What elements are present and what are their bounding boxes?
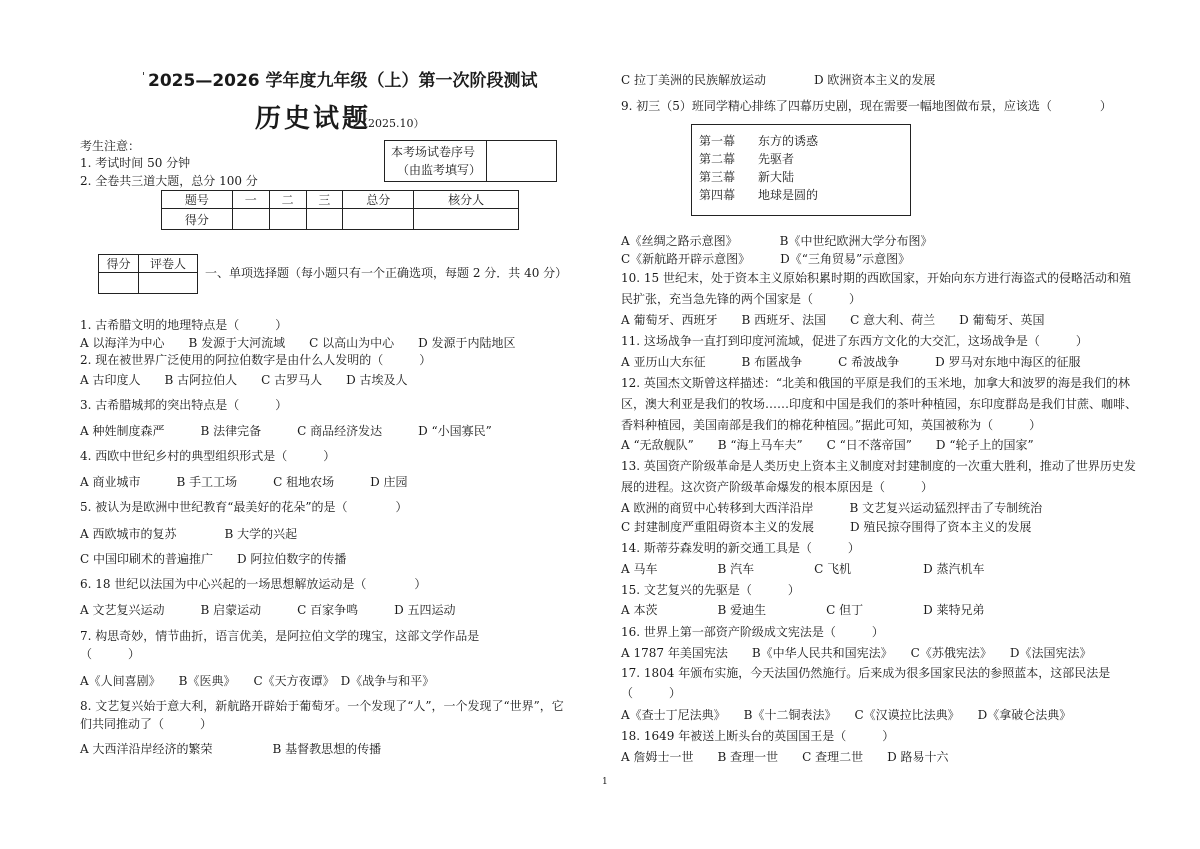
question-line: A 1787 年美国宪法 B《中华人民共和国宪法》 C《苏俄宪法》 D《法国宪法》 xyxy=(621,646,1092,660)
exam-title: 2025—2026 学年度九年级（上）第一次阶段测试 xyxy=(148,71,538,91)
question-line: 9. 初三（5）班同学精心排练了四幕历史剧，现在需要一幅地图做布景，应该选（ ） xyxy=(621,99,1112,113)
grader-cell xyxy=(99,273,139,294)
question-line: 14. 斯蒂芬森发明的新交通工具是（ ） xyxy=(621,541,860,555)
question-line: A 大西洋沿岸经济的繁荣 B 基督教思想的传播 xyxy=(80,742,382,756)
score-header: 总分 xyxy=(343,191,414,209)
question-line: A 本茨 B 爱迪生 C 但丁 D 莱特兄弟 xyxy=(621,603,985,617)
score-cell xyxy=(232,209,269,230)
question-line: 3. 古希腊城邦的突出特点是（ ） xyxy=(80,398,288,412)
stray-mark: ' xyxy=(142,70,146,83)
notice-heading: 考生注意： xyxy=(80,139,141,153)
question-line: 6. 18 世纪以法国为中心兴起的一场思想解放运动是（ ） xyxy=(80,577,427,591)
question-line: 10. 15 世纪末，处于资本主义原始积累时期的西欧国家，开始向东方进行海盗式的侵略活动和殖 xyxy=(621,271,1131,285)
question-line: C 拉丁美洲的民族解放运动 D 欧洲资本主义的发展 xyxy=(621,73,936,87)
score-header: 三 xyxy=(306,191,343,209)
score-cell xyxy=(269,209,306,230)
question-line: 13. 英国资产阶级革命是人类历史上资本主义制度对封建制度的一次重大胜利，推动了世界历史发 xyxy=(621,459,1136,473)
question-line: 民扩张，充当急先锋的两个国家是（ ） xyxy=(621,292,862,306)
seat-box-label: 本考场试卷序号 xyxy=(391,145,476,159)
act-label: 第二幕 xyxy=(699,152,736,166)
act-name: 东方的诱惑 xyxy=(758,134,819,148)
question-line: A 种姓制度森严 B 法律完备 C 商品经济发达 D “小国寡民” xyxy=(80,424,492,438)
score-row-label: 得分 xyxy=(162,209,233,230)
question-line: 7. 构思奇妙，情节曲折，语言优美，是阿拉伯文学的瑰宝，这部文学作品是 xyxy=(80,629,480,643)
question-line: 16. 世界上第一部资产阶级成文宪法是（ ） xyxy=(621,625,884,639)
question-line: 15. 文艺复兴的先驱是（ ） xyxy=(621,583,800,597)
notice-item: 1. 考试时间 50 分钟 xyxy=(80,156,191,170)
act-label: 第四幕 xyxy=(699,188,736,202)
grader-label: 评卷人 xyxy=(138,255,197,273)
grader-score-label: 得分 xyxy=(99,255,139,273)
question-line: 8. 文艺复兴始于意大利，新航路开辟始于葡萄牙。一个发现了“人”，一个发现了“世界”，它 xyxy=(80,699,564,713)
question-line: （ ） xyxy=(80,647,141,661)
question-line: 香料种植园，美国南部是我们的棉花种植园。”据此可知，英国被称为（ ） xyxy=(621,418,1042,432)
question-line: A 欧洲的商贸中心转移到大西洋沿岸 B 文艺复兴运动猛烈抨击了专制统治 xyxy=(621,501,1043,515)
question-line: 2. 现在被世界广泛使用的阿拉伯数字是由什么人发明的（ ） xyxy=(80,353,432,367)
act-label: 第一幕 xyxy=(699,134,736,148)
question-line: 4. 西欧中世纪乡村的典型组织形式是（ ） xyxy=(80,449,336,463)
question-line: 11. 这场战争一直打到印度河流域，促进了东西方文化的大交汇，这场战争是（ ） xyxy=(621,334,1088,348)
seat-number-box xyxy=(384,140,557,182)
question-line: A《查士丁尼法典》 B《十二铜表法》 C《汉谟拉比法典》 D《拿破仑法典》 xyxy=(621,708,1072,722)
act-name: 新大陆 xyxy=(758,170,795,184)
exam-subtitle: 历史试题 xyxy=(255,104,372,134)
score-header: 核分人 xyxy=(414,191,519,209)
question-line: 12. 英国杰文斯曾这样描述：“北美和俄国的平原是我们的玉米地，加拿大和波罗的海是我们的林 xyxy=(621,376,1131,390)
seat-box-note: （由监考填写） xyxy=(397,163,482,177)
notice-item: 2. 全卷共三道大题，总分 100 分 xyxy=(80,174,258,188)
question-line: 区，澳大利亚是我们的牧场……印度和中国是我们的茶叶种植园，东印度群岛是我们甘蔗、咖啡、 xyxy=(621,397,1138,411)
question-line: C 封建制度严重阻碍资本主义的发展 D 殖民掠夺围得了资本主义的发展 xyxy=(621,520,1032,534)
score-table xyxy=(161,190,519,230)
question-line: C《新航路开辟示意图》 D《“三角贸易”示意图》 xyxy=(621,252,911,266)
question-line: A 马车 B 汽车 C 飞机 D 蒸汽机车 xyxy=(621,562,985,576)
question-line: A 商业城市 B 手工工场 C 租地农场 D 庄园 xyxy=(80,475,408,489)
act-name: 地球是圆的 xyxy=(758,188,819,202)
score-cell xyxy=(414,209,519,230)
question-line: A 亚历山大东征 B 布匿战争 C 希波战争 D 罗马对东地中海区的征服 xyxy=(621,355,1081,369)
question-line: A《丝绸之路示意图》 B《中世纪欧洲大学分布图》 xyxy=(621,234,933,248)
grader-cell xyxy=(138,273,197,294)
question-line: A 以海洋为中心 B 发源于大河流域 C 以高山为中心 D 发源于内陆地区 xyxy=(80,336,516,350)
score-header: 题号 xyxy=(162,191,233,209)
grader-table xyxy=(98,254,198,294)
question-line: 17. 1804 年颁布实施，今天法国仍然施行。后来成为很多国家民法的参照蓝本，这部民法是 xyxy=(621,666,1111,680)
question-line: A “无敌舰队” B “海上马车夫” C “日不落帝国” D “轮子上的国家” xyxy=(621,438,1034,452)
question-line: 1. 古希腊文明的地理特点是（ ） xyxy=(80,318,288,332)
score-cell xyxy=(306,209,343,230)
question-line: 们共同推动了（ ） xyxy=(80,717,213,731)
question-line: C 中国印刷术的普遍推广 D 阿拉伯数字的传播 xyxy=(80,552,347,566)
question-line: A 古印度人 B 古阿拉伯人 C 古罗马人 D 古埃及人 xyxy=(80,373,408,387)
score-header: 二 xyxy=(269,191,306,209)
score-cell xyxy=(343,209,414,230)
question-line: A 葡萄牙、西班牙 B 西班牙、法国 C 意大利、荷兰 D 葡萄牙、英国 xyxy=(621,313,1045,327)
question-line: A 西欧城市的复苏 B 大学的兴起 xyxy=(80,527,298,541)
act-label: 第三幕 xyxy=(699,170,736,184)
act-name: 先驱者 xyxy=(758,152,795,166)
page-number: 1 xyxy=(602,777,608,787)
question-line: A《人间喜剧》 B《医典》 C《天方夜谭》 D《战争与和平》 xyxy=(80,674,435,688)
question-line: 5. 被认为是欧洲中世纪教育“最美好的花朵”的是（ ） xyxy=(80,500,408,514)
question-line: （ ） xyxy=(621,686,682,700)
play-acts-box xyxy=(691,124,911,216)
section-heading: 一、单项选择题（每小题只有一个正确选项，每题 2 分．共 40 分） xyxy=(205,266,568,280)
score-header: 一 xyxy=(232,191,269,209)
question-line: A 詹姆士一世 B 查理一世 C 查理二世 D 路易十六 xyxy=(621,750,949,764)
question-line: 展的进程。这次资产阶级革命爆发的根本原因是（ ） xyxy=(621,480,934,494)
question-line: A 文艺复兴运动 B 启蒙运动 C 百家争鸣 D 五四运动 xyxy=(80,603,456,617)
question-line: 18. 1649 年被送上断头台的英国国王是（ ） xyxy=(621,729,895,743)
exam-date: （2025.10） xyxy=(357,117,425,130)
